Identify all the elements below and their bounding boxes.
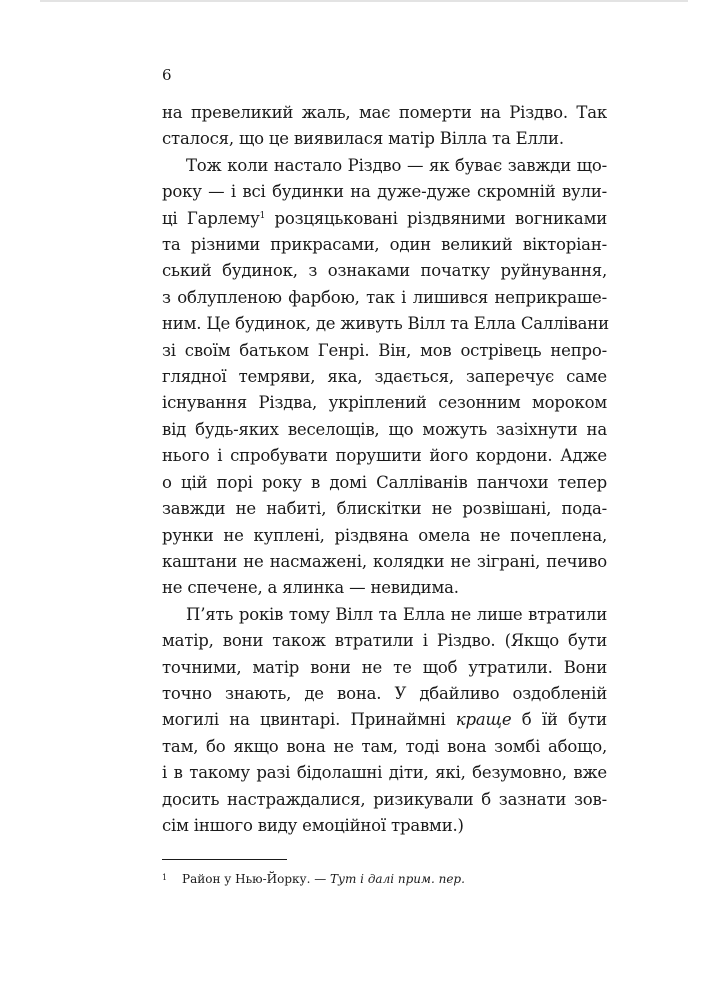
- footnote-italic-text: Тут і далі прим. пер.: [330, 872, 465, 886]
- text-line: не спечене, а ялинка — невидима.: [162, 578, 459, 598]
- text-line: [162, 707, 607, 733]
- footnote-number: 1: [162, 873, 168, 882]
- top-divider: [40, 0, 688, 2]
- text-segment: ці Гарлему: [162, 208, 260, 228]
- text-segment: могилі на цвинтарі. Принаймні: [162, 710, 456, 730]
- text-line: та різними прикрасами, один великий вікторіан-: [162, 235, 607, 255]
- paragraph: [162, 602, 607, 840]
- text-line: від будь-яких веселощів, що можуть зазіхнути на: [162, 419, 607, 439]
- text-line: зі своїм батьком Генрі. Він, мов острівець непро-: [162, 340, 607, 360]
- text-line: сім іншого виду емоційної травми.): [162, 815, 464, 835]
- text-line: о цій порі року в домі Салліванів панчохи тепер: [162, 472, 607, 492]
- text-line: рунки не куплені, різдвяна омела не почеплена,: [162, 525, 607, 545]
- text-line: каштани не насмажені, колядки не зіграні, печиво: [162, 551, 607, 571]
- footnote-text: Район у Нью-Йорку. —: [182, 872, 331, 886]
- footnote: [162, 870, 465, 887]
- footnote-divider: [162, 859, 287, 860]
- text-line: ський будинок, з ознаками початку руйнування,: [162, 261, 607, 281]
- text-line: ним. Це будинок, де живуть Вілл та Елла Саллівани: [162, 314, 609, 334]
- text-line: на превеликий жаль, має померти на Різдво. Так: [162, 103, 607, 122]
- text-line: Тож коли настало Різдво — як буває завжди що-: [186, 155, 607, 175]
- text-line: досить настраждалися, ризикували б зазнати зов-: [162, 789, 607, 809]
- text-line: точними, матір вони не те щоб утратили. Вони: [162, 657, 607, 677]
- text-line: завжди не набиті, блискітки не розвішані, пода-: [162, 499, 607, 519]
- text-line: і в такому разі бідолашні діти, які, безумовно, вже: [162, 763, 607, 783]
- main-text: [162, 100, 607, 839]
- text-line: року — і всі будинки на дуже-дуже скромній вули-: [162, 182, 607, 202]
- text-segment: б їй бути: [511, 710, 607, 730]
- text-line: матір, вони також втратили і Різдво. (Якщо бути: [162, 631, 607, 651]
- emphasized-word: краще: [455, 710, 512, 730]
- footnote-reference: 1: [259, 210, 266, 221]
- text-segment: розцяцьковані різдвяними вогниками: [265, 208, 608, 228]
- text-line: існування Різдва, укріплений сезонним мороком: [162, 393, 607, 413]
- text-line: точно знають, де вона. У дбайливо оздобленій: [162, 683, 607, 703]
- text-line: там, бо якщо вона не там, тоді вона зомбі абощо,: [162, 736, 607, 756]
- paragraph: [162, 153, 607, 602]
- text-line: нього і спробувати порушити його кордони. Адже: [162, 446, 607, 466]
- text-line: [162, 206, 607, 232]
- text-line: глядної темряви, яка, здається, заперечує саме: [162, 367, 607, 387]
- page-number: 6: [162, 66, 172, 84]
- text-line: П’ять років тому Вілл та Елла не лише втратили: [186, 604, 607, 624]
- paragraph: [162, 100, 607, 153]
- text-line: сталося, що це виявилася матір Вілла та Елли.: [162, 129, 564, 149]
- text-line: з облупленою фарбою, так і лишився неприкраше-: [162, 287, 607, 307]
